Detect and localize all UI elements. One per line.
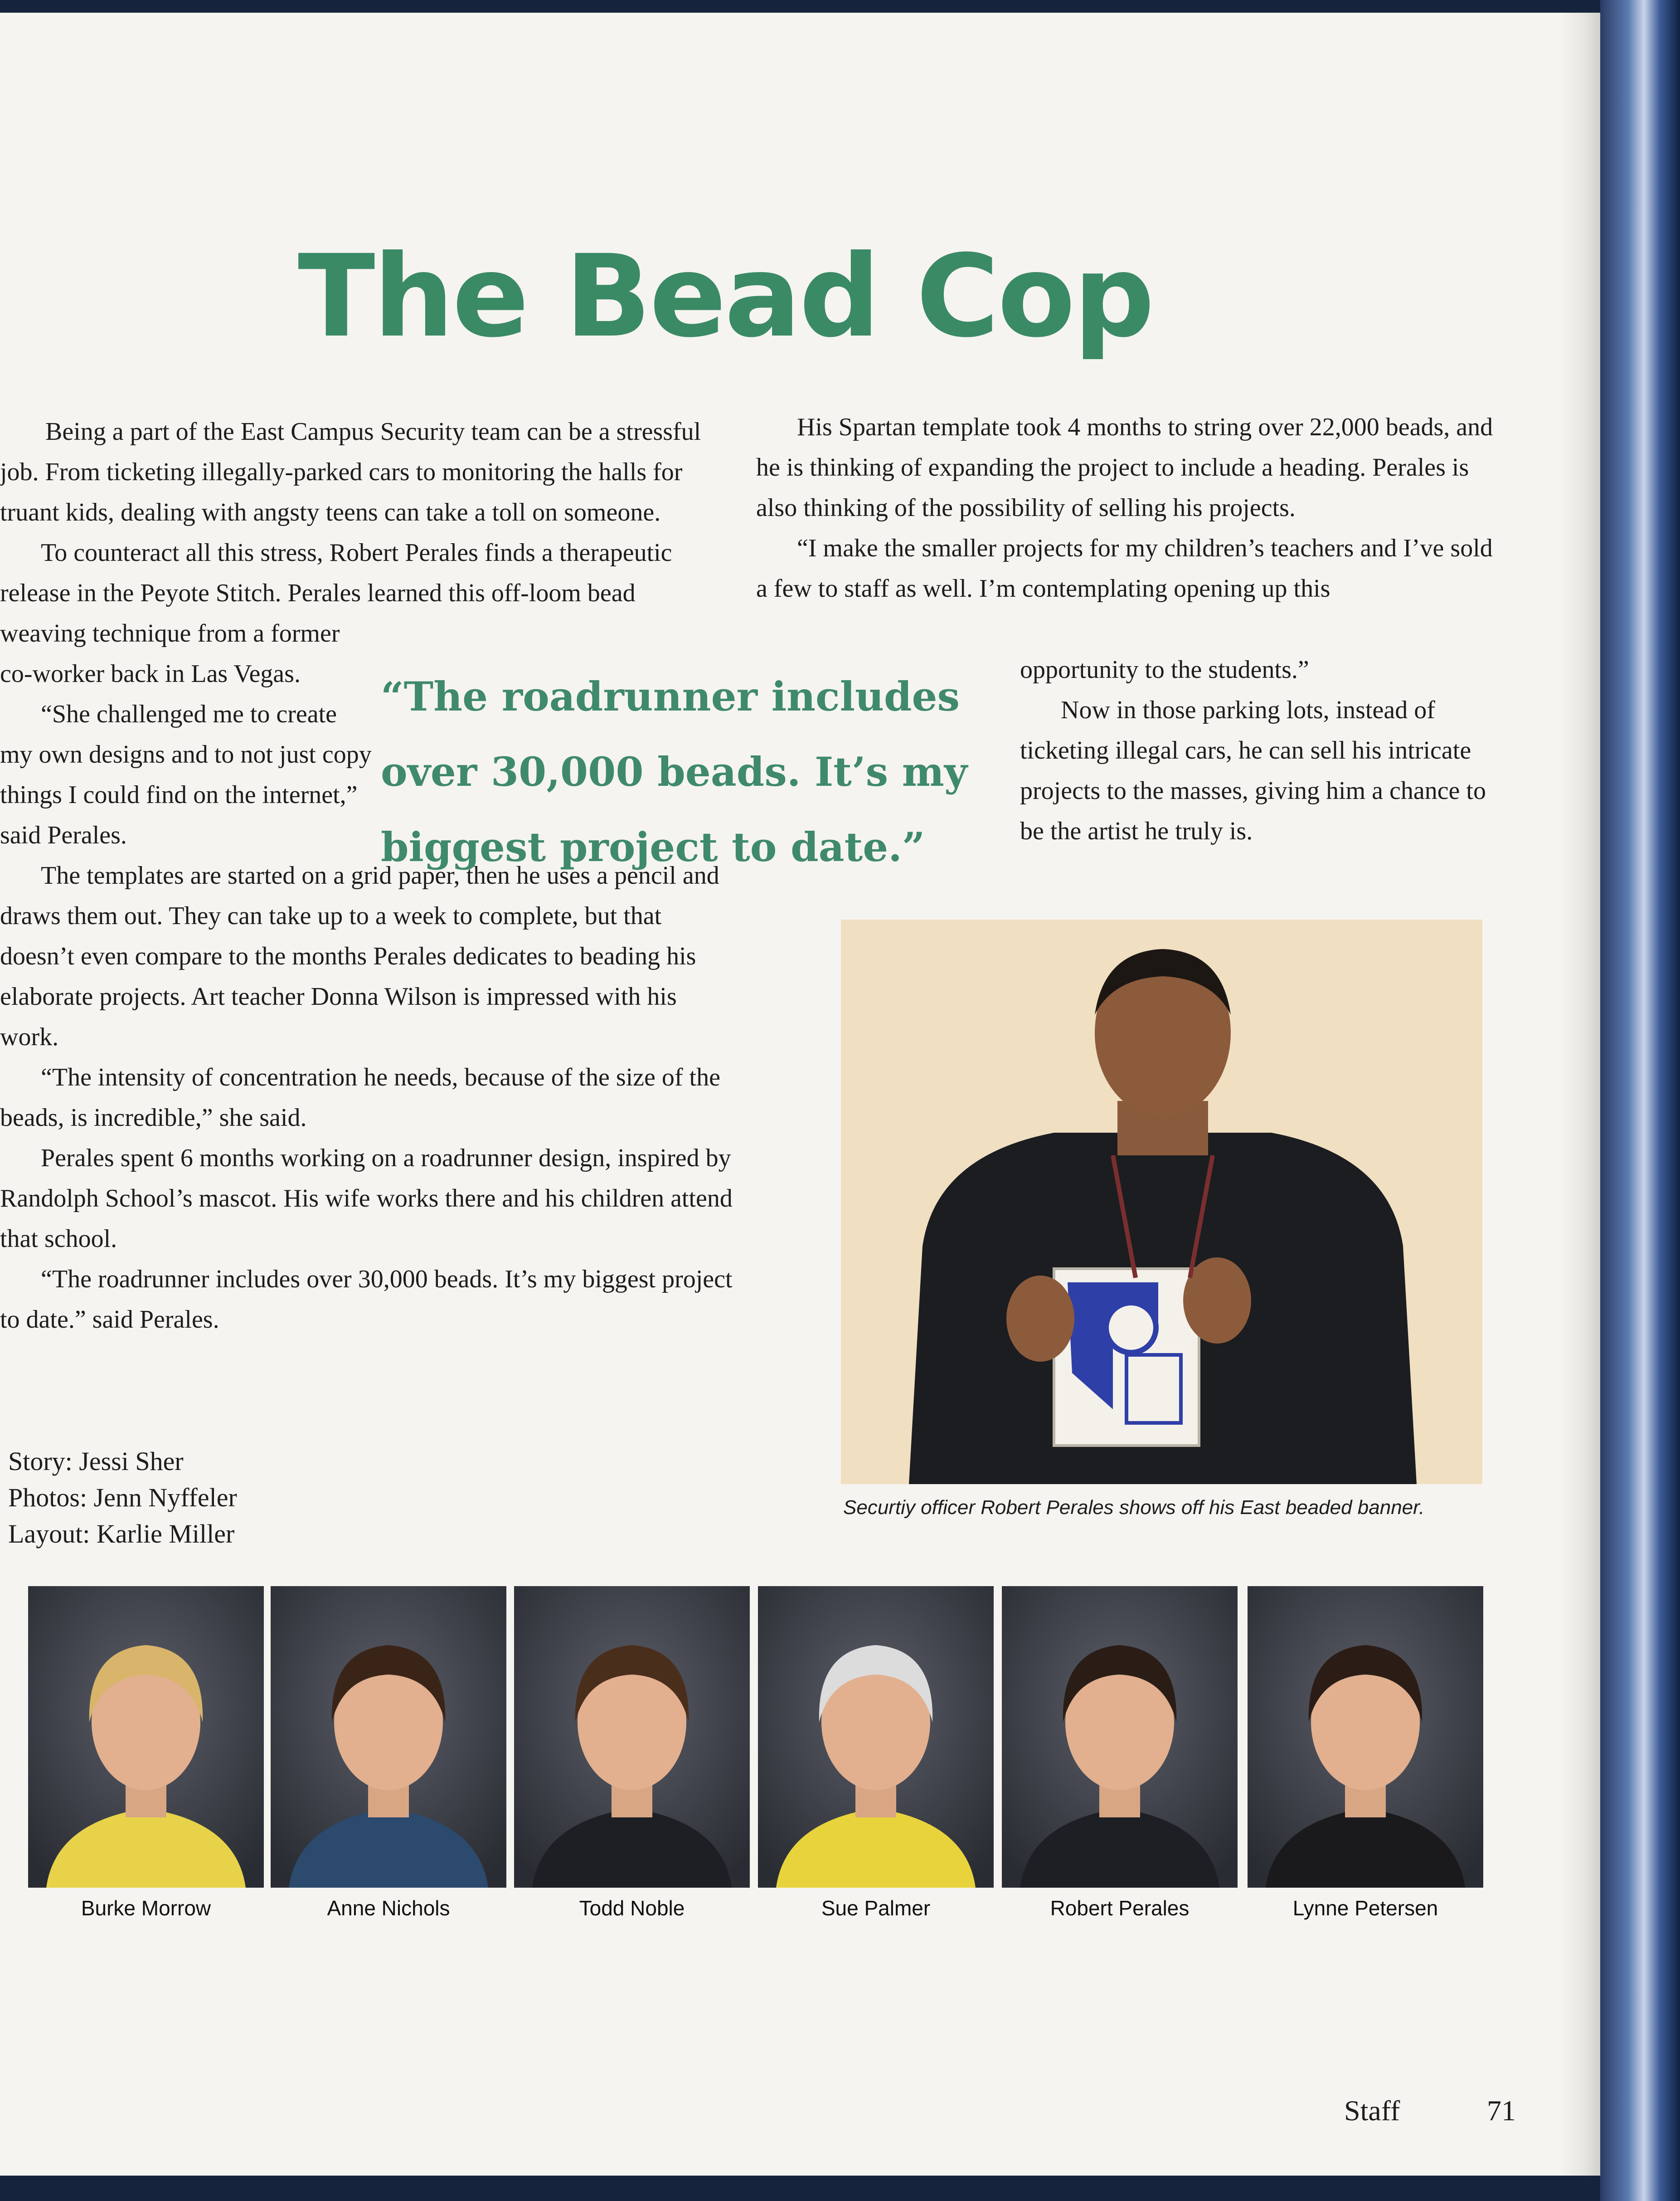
footer-section-label: Staff	[1344, 2094, 1400, 2127]
portrait-photo	[1248, 1586, 1483, 1888]
yearbook-page	[0, 13, 1600, 2176]
staff-portrait	[1002, 1586, 1238, 1920]
staff-portrait	[28, 1586, 264, 1920]
photos-credit: Photos: Jenn Nyffeler	[8, 1483, 237, 1512]
article-column-2	[756, 407, 1509, 609]
photo-caption: Securtiy officer Robert Perales shows off his East beaded banner.	[843, 1496, 1425, 1519]
paragraph: The templates are started on a grid paper, then he uses a pencil and draws them out. They can take up to a week to complete, but that doesn’t even compare to the months Perales dedicates to beading his elaborate projects. Art teacher Donna Wilson is impressed with his work.	[0, 862, 719, 1051]
book-edge	[1600, 0, 1680, 2201]
page-title: The Bead Cop	[297, 230, 1153, 362]
paragraph: “The intensity of concentration he needs, because of the size of the beads, is incredible,” she said.	[0, 1063, 720, 1132]
paragraph: To counteract all this stress, Robert Perales finds a therapeutic release in the Peyote Stitch. Perales learned this off-loom bead	[0, 539, 672, 607]
story-credit: Story: Jessi Sher	[8, 1446, 184, 1476]
paragraph: Now in those parking lots, instead of ticketing illegal cars, he can sell his intricate projects to the masses, giving him a chance to be the artist he truly is.	[1020, 696, 1486, 845]
portrait-photo	[271, 1586, 506, 1888]
portrait-name: Anne Nichols	[327, 1896, 450, 1920]
paragraph: opportunity to the students.”	[1020, 656, 1309, 684]
staff-portrait	[1248, 1586, 1483, 1920]
staff-portrait	[514, 1586, 750, 1920]
portrait-photo	[758, 1586, 994, 1888]
staff-portrait-row	[28, 1586, 1488, 1920]
paragraph: “I make the smaller projects for my children’s teachers and I’ve sold a few to staff as well. I’m contemplating opening up this	[756, 534, 1493, 603]
article-column-3	[1020, 650, 1487, 852]
credits	[8, 1443, 237, 1552]
paragraph: weaving technique from a former co-worker back in Las Vegas.	[0, 619, 340, 688]
portrait-name: Todd Noble	[579, 1896, 685, 1920]
portrait-photo	[1002, 1586, 1238, 1888]
officer-holding-banner-illustration	[841, 920, 1482, 1484]
narrow-text-block	[0, 614, 372, 856]
page-fold-shadow	[1559, 13, 1600, 2176]
paragraph: “The roadrunner includes over 30,000 beads. It’s my biggest project to date.” said Perales.	[0, 1265, 733, 1334]
staff-portrait	[758, 1586, 994, 1920]
portrait-name: Robert Perales	[1050, 1896, 1190, 1920]
portrait-name: Sue Palmer	[821, 1896, 931, 1920]
staff-portrait	[271, 1586, 506, 1920]
portrait-photo	[28, 1586, 264, 1888]
paragraph: “She challenged me to create my own designs and to not just copy things I could find on the internet,” said Perales.	[0, 700, 372, 849]
feature-photo	[841, 920, 1482, 1484]
portrait-name: Lynne Petersen	[1292, 1896, 1438, 1920]
paragraph: His Spartan template took 4 months to string over 22,000 beads, and he is thinking of expanding the project to include a heading. Perales is also thinking of the possibility of selling his projects.	[756, 413, 1493, 522]
portrait-photo	[514, 1586, 750, 1888]
page-number: 71	[1487, 2094, 1516, 2127]
pull-quote: “The roadrunner includes over 30,000 beads. It’s my biggest project to date.”	[381, 673, 968, 871]
portrait-name: Burke Morrow	[81, 1896, 211, 1920]
paragraph: Perales spent 6 months working on a roadrunner design, inspired by Randolph School’s mascot. His wife works there and his children attend that school.	[0, 1144, 733, 1253]
paragraph: Being a part of the East Campus Security team can be a stressful job. From ticketing illegally-parked cars to monitoring the halls for truant kids, dealing with angsty teens can take a toll on someone.	[0, 418, 701, 526]
layout-credit: Layout: Karlie Miller	[8, 1519, 235, 1548]
